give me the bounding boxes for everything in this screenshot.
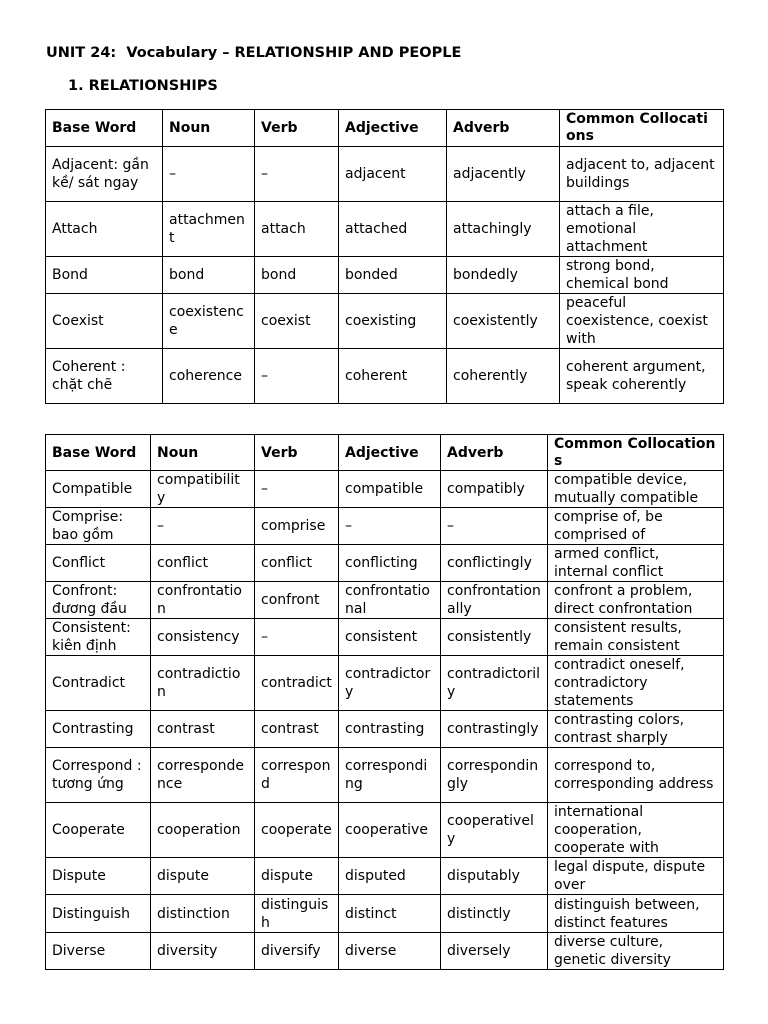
- cell-adverb: distinctly: [441, 895, 548, 933]
- cell-noun: contrast: [151, 711, 255, 748]
- cell-noun: –: [151, 508, 255, 545]
- cell-adverb: coherently: [447, 349, 560, 404]
- cell-base-word: Confront: đương đầu: [46, 582, 151, 619]
- cell-noun: distinction: [151, 895, 255, 933]
- vocabulary-table-1: [45, 109, 724, 404]
- header-collocations: Common Collocations: [548, 435, 724, 471]
- cell-base-word: Compatible: [46, 471, 151, 508]
- cell-adverb: coexistently: [447, 294, 560, 349]
- cell-adverb: confrontationally: [441, 582, 548, 619]
- cell-adverb: contrastingly: [441, 711, 548, 748]
- cell-collocations: comprise of, be comprised of: [548, 508, 724, 545]
- cell-adjective: –: [339, 508, 441, 545]
- table-row: [46, 545, 724, 582]
- cell-base-word: Consistent: kiên định: [46, 619, 151, 656]
- table-row: [46, 619, 724, 656]
- cell-collocations: contrasting colors, contrast sharply: [548, 711, 724, 748]
- cell-base-word: Coherent : chặt chẽ: [46, 349, 163, 404]
- cell-adjective: confrontational: [339, 582, 441, 619]
- table-row: [46, 711, 724, 748]
- cell-base-word: Bond: [46, 257, 163, 294]
- cell-noun: dispute: [151, 858, 255, 895]
- cell-verb: dispute: [255, 858, 339, 895]
- cell-collocations: correspond to, corresponding address: [548, 748, 724, 803]
- cell-adverb: compatibly: [441, 471, 548, 508]
- section-heading: 1. RELATIONSHIPS: [68, 78, 218, 94]
- vocabulary-table-2: [45, 434, 724, 970]
- cell-verb: distinguish: [255, 895, 339, 933]
- cell-verb: conflict: [255, 545, 339, 582]
- table-header-row: [46, 435, 724, 471]
- cell-collocations: diverse culture, genetic diversity: [548, 933, 724, 970]
- cell-adjective: contradictory: [339, 656, 441, 711]
- table-header-row: [46, 110, 724, 147]
- cell-adverb: bondedly: [447, 257, 560, 294]
- table-row: [46, 508, 724, 545]
- table-row: [46, 748, 724, 803]
- table-row: [46, 858, 724, 895]
- cell-base-word: Contrasting: [46, 711, 151, 748]
- cell-base-word: Conflict: [46, 545, 151, 582]
- cell-adverb: adjacently: [447, 147, 560, 202]
- cell-verb: correspond: [255, 748, 339, 803]
- cell-adjective: consistent: [339, 619, 441, 656]
- table-row: [46, 803, 724, 858]
- cell-verb: –: [255, 471, 339, 508]
- cell-adjective: conflicting: [339, 545, 441, 582]
- cell-adjective: attached: [339, 202, 447, 257]
- cell-collocations: legal dispute, dispute over: [548, 858, 724, 895]
- cell-adverb: diversely: [441, 933, 548, 970]
- cell-noun: conflict: [151, 545, 255, 582]
- cell-collocations: distinguish between, distinct features: [548, 895, 724, 933]
- table-row: [46, 656, 724, 711]
- cell-verb: coexist: [255, 294, 339, 349]
- table-row: [46, 349, 724, 404]
- cell-base-word: Distinguish: [46, 895, 151, 933]
- cell-adjective: distinct: [339, 895, 441, 933]
- cell-noun: attachment: [163, 202, 255, 257]
- cell-noun: diversity: [151, 933, 255, 970]
- cell-noun: –: [163, 147, 255, 202]
- cell-adverb: contradictorily: [441, 656, 548, 711]
- cell-verb: cooperate: [255, 803, 339, 858]
- cell-base-word: Dispute: [46, 858, 151, 895]
- table-row: [46, 895, 724, 933]
- table-row: [46, 202, 724, 257]
- cell-collocations: strong bond, chemical bond: [560, 257, 724, 294]
- header-base-word: Base Word: [46, 110, 163, 147]
- cell-collocations: consistent results, remain consistent: [548, 619, 724, 656]
- cell-verb: comprise: [255, 508, 339, 545]
- cell-noun: coherence: [163, 349, 255, 404]
- cell-adjective: corresponding: [339, 748, 441, 803]
- cell-collocations: compatible device, mutually compatible: [548, 471, 724, 508]
- header-verb: Verb: [255, 435, 339, 471]
- table-row: [46, 294, 724, 349]
- cell-collocations: armed conflict, internal conflict: [548, 545, 724, 582]
- table-row: [46, 933, 724, 970]
- cell-verb: –: [255, 349, 339, 404]
- cell-collocations: contradict oneself, contradictory statements: [548, 656, 724, 711]
- cell-verb: –: [255, 147, 339, 202]
- cell-adjective: compatible: [339, 471, 441, 508]
- cell-adverb: conflictingly: [441, 545, 548, 582]
- cell-noun: bond: [163, 257, 255, 294]
- cell-verb: bond: [255, 257, 339, 294]
- cell-noun: confrontation: [151, 582, 255, 619]
- cell-collocations: adjacent to, adjacent buildings: [560, 147, 724, 202]
- table-row: [46, 147, 724, 202]
- cell-verb: contradict: [255, 656, 339, 711]
- header-base-word: Base Word: [46, 435, 151, 471]
- cell-base-word: Comprise: bao gồm: [46, 508, 151, 545]
- cell-adverb: –: [441, 508, 548, 545]
- header-noun: Noun: [151, 435, 255, 471]
- header-verb: Verb: [255, 110, 339, 147]
- cell-noun: coexistence: [163, 294, 255, 349]
- cell-adjective: bonded: [339, 257, 447, 294]
- cell-collocations: international cooperation, cooperate with: [548, 803, 724, 858]
- cell-base-word: Contradict: [46, 656, 151, 711]
- cell-adjective: coherent: [339, 349, 447, 404]
- cell-verb: confront: [255, 582, 339, 619]
- cell-collocations: confront a problem, direct confrontation: [548, 582, 724, 619]
- cell-base-word: Coexist: [46, 294, 163, 349]
- cell-adjective: contrasting: [339, 711, 441, 748]
- cell-base-word: Cooperate: [46, 803, 151, 858]
- header-adjective: Adjective: [339, 435, 441, 471]
- table-row: [46, 582, 724, 619]
- cell-base-word: Correspond : tương ứng: [46, 748, 151, 803]
- cell-adjective: diverse: [339, 933, 441, 970]
- cell-adjective: coexisting: [339, 294, 447, 349]
- cell-verb: diversify: [255, 933, 339, 970]
- header-adverb: Adverb: [447, 110, 560, 147]
- cell-adverb: attachingly: [447, 202, 560, 257]
- table-row: [46, 471, 724, 508]
- cell-adverb: disputably: [441, 858, 548, 895]
- cell-adjective: adjacent: [339, 147, 447, 202]
- header-noun: Noun: [163, 110, 255, 147]
- cell-verb: –: [255, 619, 339, 656]
- cell-collocations: peaceful coexistence, coexist with: [560, 294, 724, 349]
- cell-adverb: consistently: [441, 619, 548, 656]
- cell-adverb: cooperatively: [441, 803, 548, 858]
- header-adjective: Adjective: [339, 110, 447, 147]
- cell-noun: compatibility: [151, 471, 255, 508]
- cell-noun: consistency: [151, 619, 255, 656]
- cell-adverb: correspondingly: [441, 748, 548, 803]
- header-collocations: Common Collocations: [560, 110, 724, 147]
- cell-collocations: coherent argument, speak coherently: [560, 349, 724, 404]
- cell-adjective: cooperative: [339, 803, 441, 858]
- cell-base-word: Adjacent: gần kề/ sát ngay: [46, 147, 163, 202]
- document-title: UNIT 24: Vocabulary – RELATIONSHIP AND PEOPLE: [46, 45, 462, 61]
- cell-collocations: attach a file, emotional attachment: [560, 202, 724, 257]
- cell-base-word: Diverse: [46, 933, 151, 970]
- cell-noun: cooperation: [151, 803, 255, 858]
- cell-adjective: disputed: [339, 858, 441, 895]
- cell-noun: contradiction: [151, 656, 255, 711]
- table-row: [46, 257, 724, 294]
- cell-verb: attach: [255, 202, 339, 257]
- cell-base-word: Attach: [46, 202, 163, 257]
- header-adverb: Adverb: [441, 435, 548, 471]
- cell-noun: correspondence: [151, 748, 255, 803]
- cell-verb: contrast: [255, 711, 339, 748]
